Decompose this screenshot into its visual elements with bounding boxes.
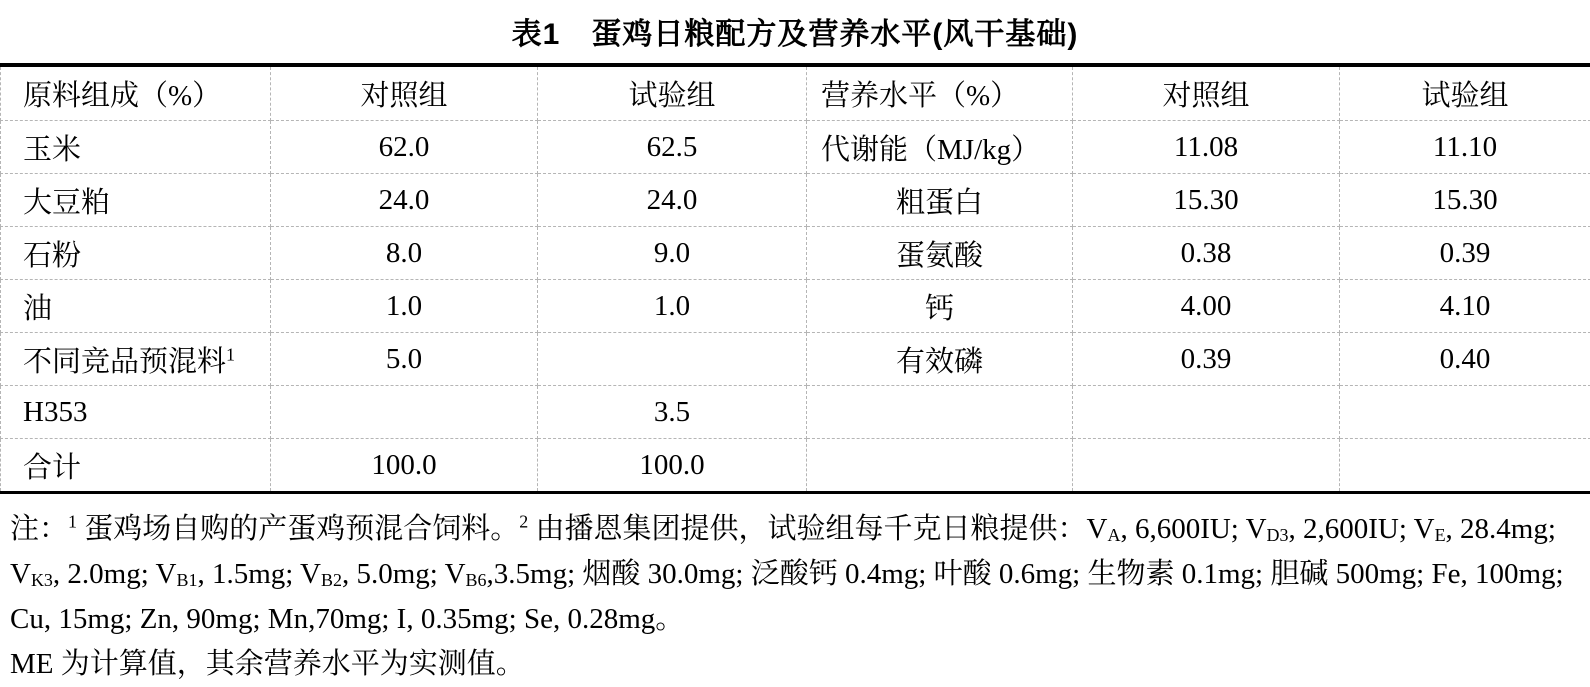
table-row [1,386,1590,439]
nutrient-cell [807,386,1073,439]
nutrient-cell: 蛋氨酸 [807,227,1073,280]
value-cell [1340,386,1590,439]
table-row [1,174,1590,227]
table-row [1,439,1590,493]
value-cell: 24.0 [538,174,807,227]
nutrient-cell: 有效磷 [807,333,1073,386]
table-row [1,280,1590,333]
value-cell: 11.10 [1340,121,1590,174]
value-cell: 9.0 [538,227,807,280]
value-cell: 0.39 [1073,333,1340,386]
col-header-ingredient: 原料组成（%） [1,65,271,121]
value-cell: 100.0 [271,439,538,493]
value-cell [1340,439,1590,493]
value-cell: 15.30 [1073,174,1340,227]
table-row [1,227,1590,280]
value-cell [1073,386,1340,439]
value-cell: 15.30 [1340,174,1590,227]
value-cell: 0.38 [1073,227,1340,280]
table-notes [0,494,1590,687]
value-cell [271,386,538,439]
value-cell: 8.0 [271,227,538,280]
value-cell: 4.00 [1073,280,1340,333]
value-cell: 24.0 [271,174,538,227]
table-row [1,333,1590,386]
ingredient-cell [1,333,271,386]
col-header-nutrient: 营养水平（%） [807,65,1073,121]
ingredient-label: 不同竞品预混料 [23,346,226,378]
ingredient-cell: 大豆粕 [1,174,271,227]
nutrient-cell: 代谢能（MJ/kg） [807,121,1073,174]
ingredient-cell: 合计 [1,439,271,493]
header-row [1,65,1590,121]
value-cell: 4.10 [1340,280,1590,333]
table-row [1,121,1590,174]
col-header-control-2: 对照组 [1073,65,1340,121]
ingredient-cell: 玉米 [1,121,271,174]
footnote-marker-1: 1 [226,344,235,364]
value-cell: 100.0 [538,439,807,493]
value-cell: 0.39 [1340,227,1590,280]
col-header-trial-1: 试验组 [538,65,807,121]
nutrient-cell: 粗蛋白 [807,174,1073,227]
col-header-trial-2: 试验组 [1340,65,1590,121]
value-cell: 11.08 [1073,121,1340,174]
ingredient-cell: 油 [1,280,271,333]
value-cell: 0.40 [1340,333,1590,386]
value-cell [1073,439,1340,493]
col-header-control-1: 对照组 [271,65,538,121]
diet-formula-table [0,63,1590,494]
value-cell: 62.5 [538,121,807,174]
value-cell: 3.5 [538,386,807,439]
value-cell: 62.0 [271,121,538,174]
value-cell: 1.0 [271,280,538,333]
value-cell: 1.0 [538,280,807,333]
nutrient-cell: 钙 [807,280,1073,333]
value-cell: 5.0 [271,333,538,386]
nutrient-cell [807,439,1073,493]
note-paragraph-1: 注：$^1$ 蛋鸡场自购的产蛋鸡预混合饲料。$^2$ 由播恩集团提供，试验组每千克日粮提供：$V_A$, 6,600IU; $V_{D3}$, 2,600IU; $V_E$, 28.4mg; $V_{K3}$, 2.0mg; $V_{B1}$, 1.5mg; $V_{B2}$, 5.0mg; $V_{B6},3.5mg$; 烟酸 30.0mg; 泛酸钙 0.4mg; 叶酸 0.6mg; 生物素 0.1mg; 胆碱 500mg; Fe, 100mg; Cu, 15mg; Zn, 90mg; Mn,70mg; I, 0.35mg; Se, 0.28mg。 [10,507,1580,642]
table-title: 表1 蛋鸡日粮配方及营养水平(风干基础) [0,0,1590,63]
note-paragraph-2: ME 为计算值，其余营养水平为实测值。 [10,642,1580,687]
value-cell [538,333,807,386]
ingredient-cell: H353 [1,386,271,439]
ingredient-cell: 石粉 [1,227,271,280]
